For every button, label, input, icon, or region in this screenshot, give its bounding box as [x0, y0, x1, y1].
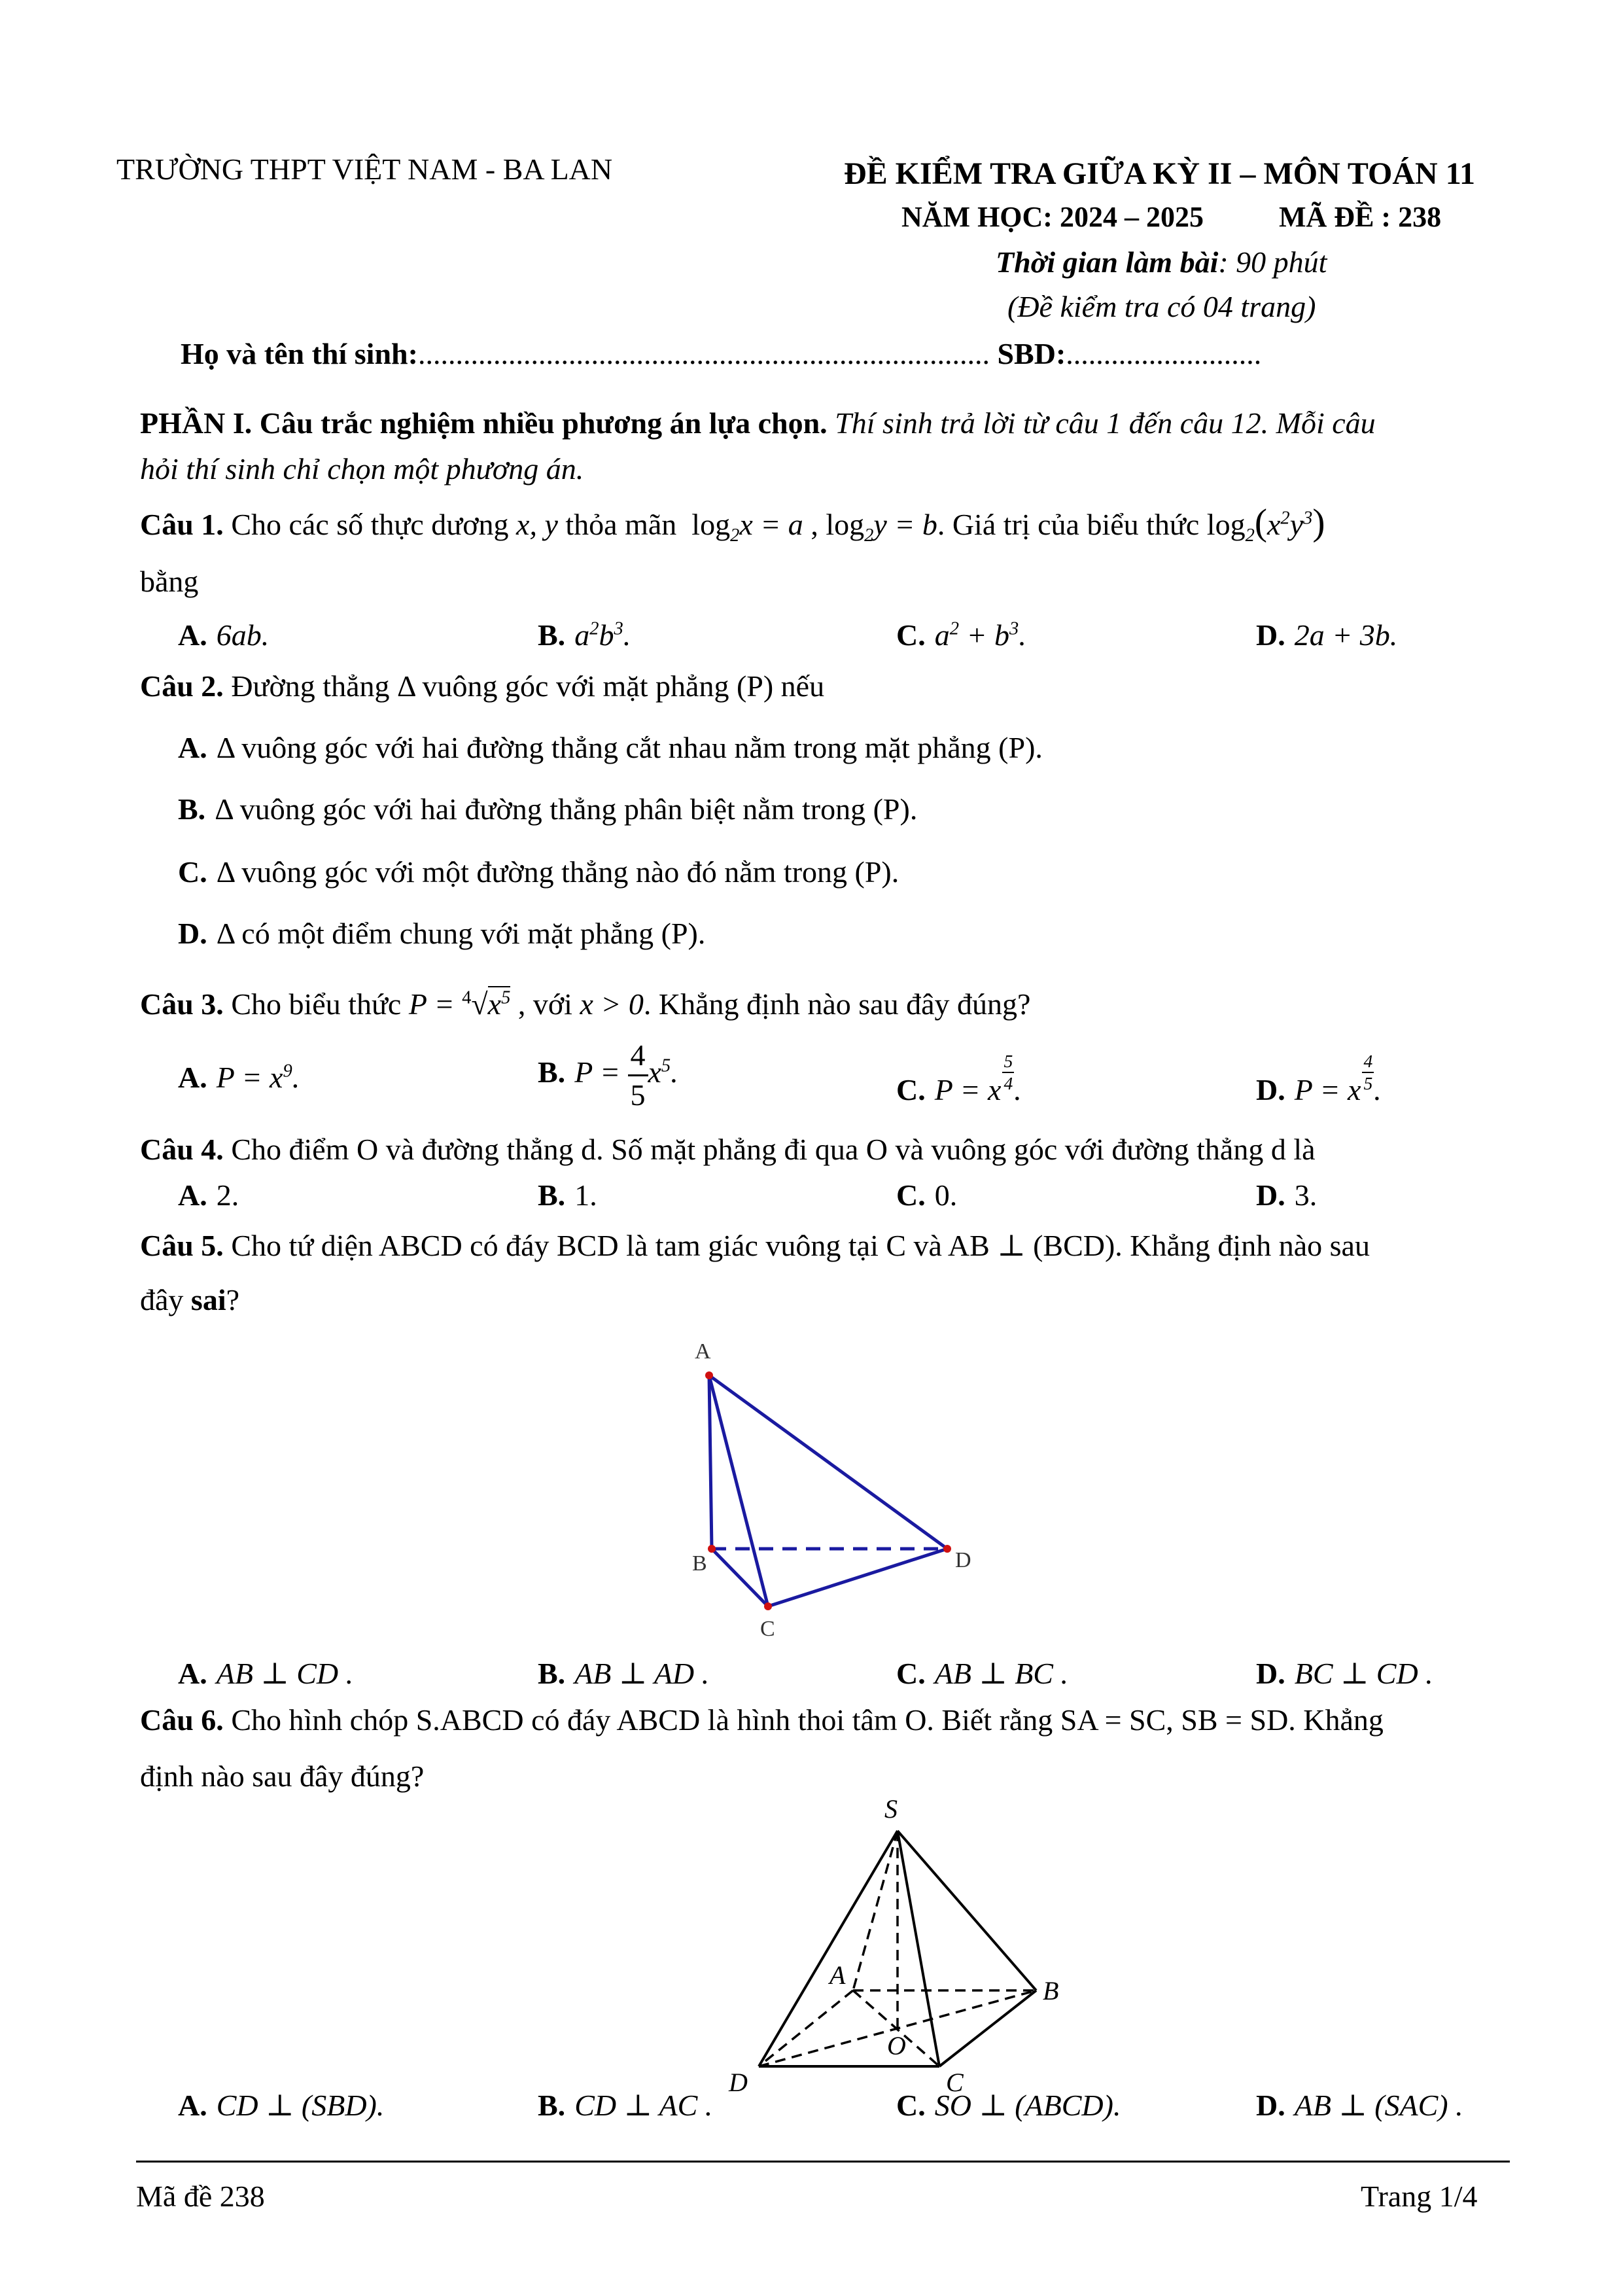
- time-label: Thời gian làm bài: [996, 245, 1219, 279]
- q5-option-a[interactable]: A. AB ⊥ CD .: [178, 1657, 354, 1690]
- label-b: B: [692, 1551, 707, 1576]
- point-c: [764, 1602, 772, 1610]
- q6-label: Câu 6.: [140, 1703, 224, 1737]
- section1-instruction: Thí sinh trả lời từ câu 1 đến câu 12. Mỗi câu: [835, 406, 1376, 440]
- q2-option-b[interactable]: B. Δ vuông góc với hai đường thẳng phân biệt nằm trong (P).: [178, 792, 918, 826]
- label-b: B: [1043, 1976, 1059, 2005]
- q5-stem-2: đây sai?: [140, 1283, 240, 1316]
- label-s: S: [884, 1794, 898, 1824]
- time-value: : 90 phút: [1218, 245, 1327, 279]
- q3-option-c[interactable]: C. P = x $\frac{5}{4}$ .: [896, 1051, 1022, 1106]
- q3-stem: Câu 3. Cho biểu thức $P = ^4√x^5$ , với x > 0. Khẳng định nào sau đây đúng?: [140, 987, 1031, 1021]
- label-a: A: [829, 1960, 846, 1990]
- sbd-field[interactable]: ..........................: [1066, 337, 1262, 370]
- q2-stem: Câu 2. Đường thẳng Δ vuông góc với mặt phẳng (P) nếu: [140, 669, 825, 703]
- q2-option-a[interactable]: A. Δ vuông góc với hai đường thẳng cắt nhau nằm trong mặt phẳng (P).: [178, 731, 1043, 764]
- q2-option-d[interactable]: D. Δ có một điểm chung với mặt phẳng (P).: [178, 917, 706, 950]
- point-b: [708, 1545, 716, 1553]
- edge-sd: [759, 1831, 898, 2066]
- school-year: NĂM HỌC: 2024 – 2025: [901, 201, 1204, 233]
- edge-cd: [768, 1549, 947, 1606]
- section1-instruction-2: hỏi thí sinh chỉ chọn một phương án.: [140, 452, 584, 486]
- section1-title: PHẦN I. Câu trắc nghiệm nhiều phương án lựa chọn.: [140, 406, 828, 440]
- exam-title: ĐỀ KIỂM TRA GIỮA KỲ II – MÔN TOÁN 11: [844, 156, 1476, 191]
- edge-ad: [759, 1990, 853, 2066]
- q2-label: Câu 2.: [140, 669, 224, 703]
- q1-label: Câu 1.: [140, 508, 224, 541]
- q3-label: Câu 3.: [140, 987, 224, 1021]
- edge-ad: [709, 1375, 947, 1549]
- footer-divider: [136, 2161, 1510, 2163]
- q5-option-b[interactable]: B. AB ⊥ AD .: [538, 1657, 710, 1690]
- q5-label: Câu 5.: [140, 1229, 224, 1262]
- edge-cb: [939, 1990, 1036, 2066]
- tetrahedron-figure: [680, 1322, 971, 1649]
- q4-stem: Câu 4. Cho điểm O và đường thẳng d. Số mặt phẳng đi qua O và vuông góc với đường thẳng d là: [140, 1133, 1316, 1166]
- q6-stem-2: định nào sau đây đúng?: [140, 1759, 425, 1793]
- student-name-label: Họ và tên thí sinh:: [181, 337, 418, 370]
- label-o: O: [887, 2031, 906, 2060]
- label-c: C: [760, 1617, 775, 1641]
- q3-option-d[interactable]: D. P = x $\frac{4}{5}$ .: [1256, 1051, 1382, 1106]
- label-d: D: [729, 2068, 748, 2097]
- student-info-line: [181, 336, 1261, 371]
- point-a: [705, 1371, 713, 1379]
- sbd-label: SBD:: [997, 337, 1066, 370]
- footer-exam-code: Mã đề 238: [136, 2180, 265, 2213]
- q5-stem: Câu 5. Cho tứ diện ABCD có đáy BCD là tam giác vuông tại C và AB ⊥ (BCD). Khẳng định nào sau: [140, 1229, 1370, 1262]
- q4-option-b[interactable]: B. 1.: [538, 1178, 597, 1212]
- q5-option-c[interactable]: C. AB ⊥ BC .: [896, 1657, 1068, 1690]
- student-name-field[interactable]: ............................................................................: [417, 337, 990, 370]
- edge-ab: [709, 1375, 712, 1549]
- q4-option-d[interactable]: D. 3.: [1256, 1178, 1318, 1212]
- label-d: D: [955, 1548, 971, 1572]
- label-a: A: [695, 1339, 711, 1364]
- q6-option-a[interactable]: A. CD ⊥ (SBD).: [178, 2089, 385, 2122]
- time-limit: [996, 245, 1327, 279]
- point-d: [943, 1545, 951, 1553]
- q1-option-d[interactable]: D. 2a + 3b.: [1256, 618, 1398, 652]
- q1-option-a[interactable]: A. 6ab.: [178, 618, 270, 652]
- school-name: TRƯỜNG THPT VIỆT NAM - BA LAN: [116, 152, 613, 186]
- q4-label: Câu 4.: [140, 1133, 224, 1166]
- footer-page-number: Trang 1/4: [1361, 2180, 1478, 2213]
- edge-sb: [898, 1831, 1036, 1990]
- pages-note: (Đề kiểm tra có 04 trang): [1007, 290, 1316, 323]
- q6-option-c[interactable]: C. SO ⊥ (ABCD).: [896, 2089, 1121, 2122]
- section1-line1: [140, 406, 1376, 440]
- q6-stem: Câu 6. Cho hình chóp S.ABCD có đáy ABCD là hình thoi tâm O. Biết rằng SA = SC, SB = SD. Khẳng: [140, 1703, 1384, 1737]
- label-c: C: [946, 2068, 964, 2097]
- q1-stem-end: bằng: [140, 565, 199, 598]
- exam-code: MÃ ĐỀ : 238: [1279, 201, 1442, 233]
- edge-sa: [853, 1831, 898, 1990]
- q4-option-a[interactable]: A. 2.: [178, 1178, 239, 1212]
- q6-option-d[interactable]: D. AB ⊥ (SAC) .: [1256, 2089, 1463, 2122]
- q6-option-b[interactable]: B. CD ⊥ AC .: [538, 2089, 713, 2122]
- q1-stem: Câu 1. Cho các số thực dương x, y thỏa mãn $\log_2x = a$ , $\log_2y = b$. Giá trị của biểu thức $\log_2(x^2y^3)$: [140, 502, 1325, 546]
- q4-option-c[interactable]: C. 0.: [896, 1178, 958, 1212]
- q3-option-b[interactable]: B. P = $\frac{4}{5}$ $x^5$.: [538, 1038, 678, 1112]
- q2-option-c[interactable]: C. Δ vuông góc với một đường thẳng nào đó nằm trong (P).: [178, 855, 899, 889]
- q5-option-d[interactable]: D. BC ⊥ CD .: [1256, 1657, 1433, 1690]
- q3-option-a[interactable]: A. $P = x^9$.: [178, 1061, 300, 1094]
- pyramid-figure: [720, 1793, 1086, 2097]
- q1-option-c[interactable]: C. $a^2 + b^3$.: [896, 618, 1026, 652]
- q1-option-b[interactable]: B. $a^2b^3$.: [538, 618, 631, 652]
